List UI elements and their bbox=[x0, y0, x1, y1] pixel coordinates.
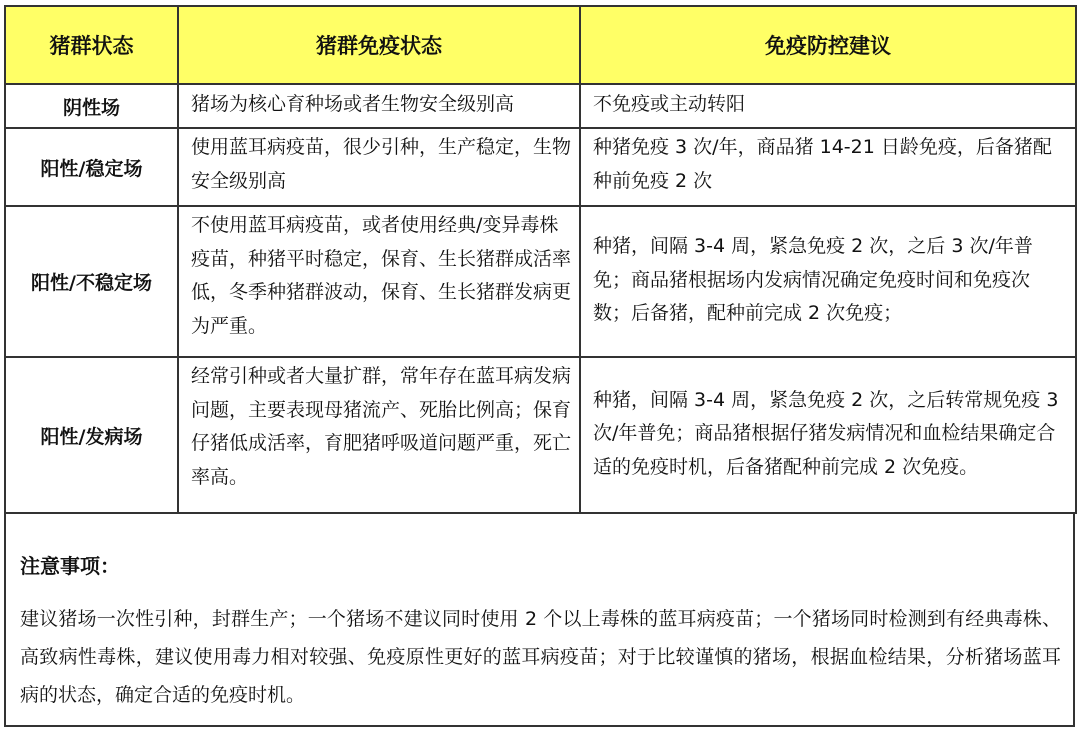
advice-cell: 种猪，间隔 3-4 周，紧急免疫 2 次，之后转常规免疫 3 次/年普免；商品猪根据仔猪发病情况和血检结果确定合适的免疫时机，后备猪配种前完成 2 次免疫。 bbox=[580, 357, 1076, 513]
table-header-row bbox=[5, 6, 1076, 84]
immune-status-cell: 不使用蓝耳病疫苗，或者使用经典/变异毒株疫苗，种猪平时稳定，保育、生长猪群成活率低，冬季种猪群波动，保育、生长猪群发病更为严重。 bbox=[178, 206, 580, 357]
header-herd-status: 猪群状态 bbox=[5, 6, 178, 84]
table-row bbox=[5, 128, 1076, 206]
advice-cell: 种猪免疫 3 次/年，商品猪 14-21 日龄免疫，后备猪配种前免疫 2 次 bbox=[580, 128, 1076, 206]
status-cell: 阳性/稳定场 bbox=[5, 128, 178, 206]
status-cell: 阳性/发病场 bbox=[5, 357, 178, 513]
immune-status-cell: 经常引种或者大量扩群，常年存在蓝耳病发病问题，主要表现母猪流产、死胎比例高；保育仔猪低成活率，育肥猪呼吸道问题严重，死亡率高。 bbox=[178, 357, 580, 513]
immune-status-cell: 使用蓝耳病疫苗，很少引种，生产稳定，生物安全级别高 bbox=[178, 128, 580, 206]
header-control-advice: 免疫防控建议 bbox=[580, 6, 1076, 84]
table-row bbox=[5, 206, 1076, 357]
advice-cell: 种猪，间隔 3-4 周，紧急免疫 2 次，之后 3 次/年普免；商品猪根据场内发病情况确定免疫时间和免疫次数；后备猪，配种前完成 2 次免疫； bbox=[580, 206, 1076, 357]
table-row bbox=[5, 84, 1076, 128]
table-row bbox=[5, 357, 1076, 513]
header-immune-status: 猪群免疫状态 bbox=[178, 6, 580, 84]
status-cell: 阴性场 bbox=[5, 84, 178, 128]
status-cell: 阳性/不稳定场 bbox=[5, 206, 178, 357]
advice-cell: 不免疫或主动转阳 bbox=[580, 84, 1076, 128]
notes-section bbox=[4, 512, 1075, 727]
notes-title: 注意事项： bbox=[20, 554, 120, 578]
immunization-table bbox=[4, 5, 1077, 514]
immune-status-cell: 猪场为核心育种场或者生物安全级别高 bbox=[178, 84, 580, 128]
notes-body: 建议猪场一次性引种，封群生产；一个猪场不建议同时使用 2 个以上毒株的蓝耳病疫苗；一个猪场同时检测到有经典毒株、高致病性毒株，建议使用毒力相对较强、免疫原性更好的蓝耳病疫苗；对于比较谨慎的猪场，根据血检结果，分析猪场蓝耳病的状态，确定合适的免疫时机。 bbox=[20, 608, 1061, 706]
